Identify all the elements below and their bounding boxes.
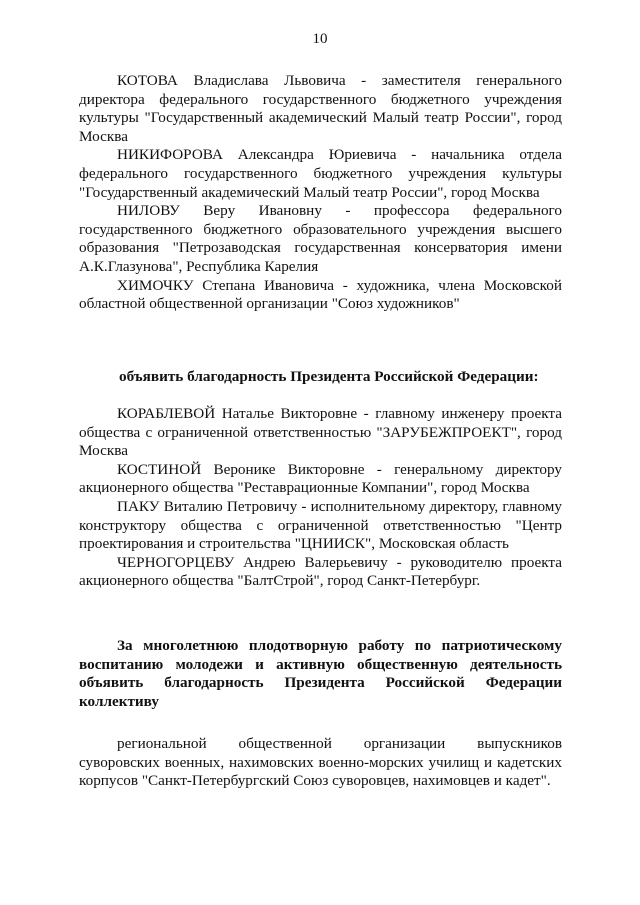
award-list-section-1 <box>79 72 562 314</box>
list-item: КОСТИНОЙ Веронике Викторовне - генеральному директору акционерного общества "Реставрационные Компании", город Москва <box>79 460 562 497</box>
list-item: региональной общественной организации выпускников суворовских военных, нахимовских военно-морских училищ и кадетских корпусов "Санкт-Петербургский Союз суворовцев, нахимовцев и кадет". <box>79 735 562 790</box>
list-item: ЧЕРНОГОРЦЕВУ Андрею Валерьевичу - руководителю проекта акционерного общества "БалтСтрой", город Санкт-Петербург. <box>79 553 562 590</box>
list-item: ПАКУ Виталию Петровичу - исполнительному директору, главному конструктору общества с ограниченной ответственностью "Центр проектирования и строительства "ЦНИИСК", Московская область <box>79 497 562 553</box>
heading-gratitude <box>79 368 562 387</box>
list-item: НИЛОВУ Веру Ивановну - профессора федерального государственного бюджетного образовательного учреждения высшего образования "Петрозаводская государственная консерватория имени А.К.Глазунова", Республика Карелия <box>79 202 562 275</box>
list-item: НИКИФОРОВА Александра Юриевича - начальника отдела федерального государственного бюджетного учреждения культуры "Государственный академический Малый театр России", город Москва <box>79 146 562 201</box>
section-heading: объявить благодарность Президента Российской Федерации: <box>119 368 539 385</box>
list-item: КОТОВА Владислава Львовича - заместителя генерального директора федерального государственного бюджетного учреждения культуры "Государственный академический Малый театр России", город Москва <box>79 72 562 145</box>
page-number: 10 <box>312 31 328 47</box>
list-item: ХИМОЧКУ Степана Ивановича - художника, члена Московской областной общественной организации "Союз художников" <box>79 276 562 313</box>
list-item: КОРАБЛЕВОЙ Наталье Викторовне - главному инженеру проекта общества с ограниченной ответственностью "ЗАРУБЕЖПРОЕКТ", город Москва <box>79 405 562 460</box>
heading-collective <box>79 637 562 711</box>
award-list-section-2 <box>79 405 562 591</box>
section-heading: За многолетнюю плодотворную работу по патриотическому воспитанию молодежи и активную общественную деятельность объявить благодарность Президента Российской Федерации коллективу <box>79 637 562 710</box>
award-list-section-3 <box>79 735 562 791</box>
